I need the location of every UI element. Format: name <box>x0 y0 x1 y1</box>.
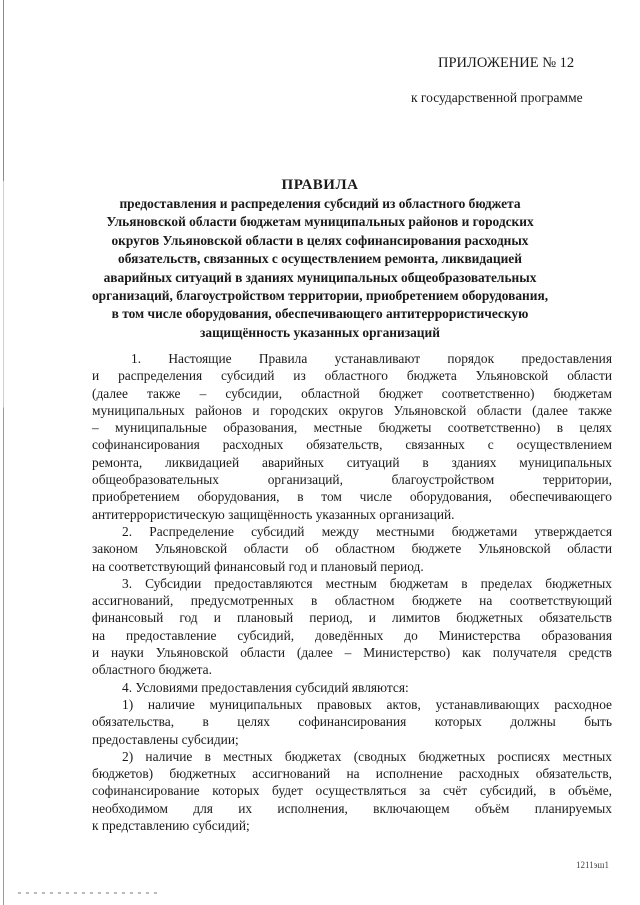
body-line: необходимом для их исполнения, включающем объём планируемых <box>92 800 612 816</box>
subtitle-line: Ульяновской области бюджетам муниципальных районов и городских <box>106 214 534 230</box>
body-line: софинансирование которых будет осуществляться за счёт субсидий, в объёме, <box>92 783 612 799</box>
body-line: к представлению субсидий; <box>92 818 250 834</box>
body-line: на соответствующий финансовый год и плановый период. <box>92 558 424 574</box>
body-line: 2) наличие в местных бюджетах (сводных бюджетных росписях местных <box>122 748 612 764</box>
body-line: обязательства, в целях софинансирования которых должны быть <box>92 714 612 730</box>
body-line: ремонта, ликвидацией аварийных ситуаций в зданиях муниципальных <box>92 454 612 470</box>
body-line: законом Ульяновской области об областном бюджете Ульяновской области <box>92 541 612 557</box>
subtitle-line: округов Ульяновской области в целях софинансирования расходных <box>111 232 529 248</box>
subtitle-line: организаций, благоустройством территории, приобретением оборудования, <box>91 288 549 304</box>
subtitle-line: предоставления и распределения субсидий из областного бюджета <box>119 196 521 211</box>
subtitle-line: в том числе оборудования, обеспечивающего антитеррористическую <box>111 306 529 322</box>
body-line: ассигнований, предусмотренных в областном бюджете на соответствующий <box>92 593 612 609</box>
document-subtitle <box>80 195 560 342</box>
subtitle-line: защищённость указанных организаций <box>200 324 440 340</box>
body-line: софинансирования расходных обязательств, связанных с осуществлением <box>92 437 612 453</box>
subtitle-line: обязательств, связанных с осуществлением ремонта, ликвидацией <box>118 251 522 267</box>
scan-edge <box>3 0 4 905</box>
body-line: 2. Распределение субсидий между местными бюджетами утверждается <box>122 523 612 539</box>
annex-title: ПРИЛОЖЕНИЕ № 12 <box>438 55 575 71</box>
body-line: (далее также – субсидии, областной бюджет соответственно) бюджетам <box>92 385 612 401</box>
body-line: общеобразовательных организаций, благоустройством территории, <box>92 472 612 488</box>
body-line: областного бюджета. <box>92 662 212 678</box>
footer-code: 1211эш1 <box>576 860 609 870</box>
body-line: 4. Условиями предоставления субсидий являются: <box>122 679 409 695</box>
body-line: 1) наличие муниципальных правовых актов, устанавливающих расходное <box>122 696 612 712</box>
document-body <box>92 350 612 834</box>
body-line: и распределения субсидий из областного бюджета Ульяновской области <box>92 368 612 384</box>
body-line: приобретением оборудования, в том числе оборудования, обеспечивающего <box>92 489 612 505</box>
body-line: на предоставление субсидий, доведённых до Министерства образования <box>92 627 612 643</box>
body-line: и науки Ульяновской области (далее – Министерство) как получателя средств <box>92 645 612 661</box>
subtitle-line: аварийных ситуаций в зданиях муниципальных общеобразовательных <box>103 269 537 285</box>
body-line: – муниципальные образования, местные бюджеты соответственно) в целях <box>92 420 612 436</box>
document-title: ПРАВИЛА <box>281 177 359 193</box>
scan-artifact <box>18 892 158 894</box>
body-line: бюджетов) бюджетных ассигнований на исполнение расходных обязательств, <box>92 766 612 782</box>
body-line: предоставлены субсидии; <box>92 731 239 747</box>
body-line: муниципальных районов и городских округов Ульяновской области (далее также <box>92 402 612 418</box>
body-line: 3. Субсидии предоставляются местным бюджетам в пределах бюджетных <box>122 575 612 591</box>
body-line: финансовый год и плановый период, и лимитов бюджетных обязательств <box>92 610 612 626</box>
annex-subtitle: к государственной программе <box>411 90 583 105</box>
body-line: антитеррористическую защищённость указанных организаций. <box>92 506 455 522</box>
body-line: 1. Настоящие Правила устанавливают порядок предоставления <box>131 351 612 366</box>
